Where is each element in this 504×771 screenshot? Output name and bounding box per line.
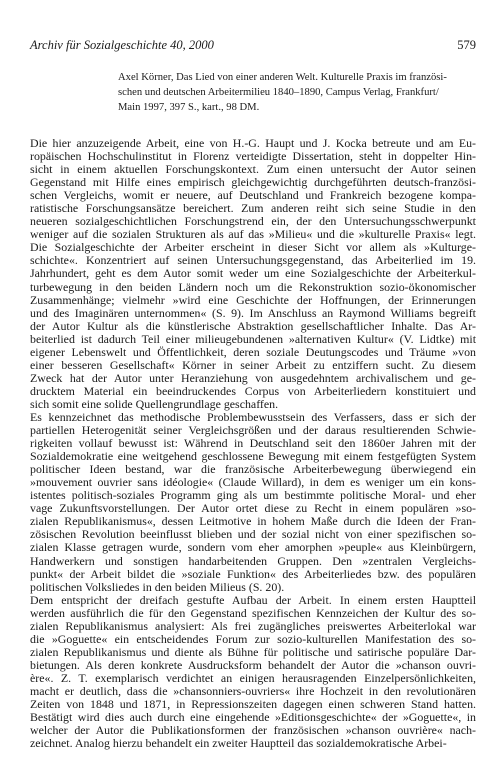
text-line: ère«. Z. T. exemplarisch verdichtet an einigen herausragenden Einzelpersönlichkeiten, (30, 670, 476, 685)
text-line: Zusammenhänge; vielmehr »wird eine Geschichte der Hoffnungen, der Erinnerungen (30, 292, 476, 307)
text-line: rigkeiten vollauf bewusst ist: Während in Deutschland seit den 1860er Jahren mit der (30, 436, 476, 451)
text-line: ropäischen Hochschulinstitut in Florenz verteidigte Dissertation, steht in doppelter Hin- (30, 149, 476, 164)
citation-line: schen und deutschen Arbeitermilieu 1840–1890, Campus Verlag, Frankfurt/ (118, 87, 439, 98)
text-line: politischen Volksliedes in den beiden Milieus (S. 20). (30, 579, 285, 594)
text-line: macht er deutlich, dass die »chansonniers-ouvriers« ihre Hochzeit in den revolutionären (30, 683, 476, 698)
text-line: politischer Ideen bestand, war die französische Arbeiterbewegung überwiegend ein (30, 462, 476, 477)
citation-line: Axel Körner, Das Lied von einer anderen Welt. Kulturelle Praxis im französi- (118, 72, 447, 83)
text-line: Die hier anzuzeigende Arbeit, eine von H.-G. Haupt und J. Kocka betreute und am Eu- (30, 136, 476, 150)
text-line: zialen Republikanismus«, dessen Leitmotive in hohem Maße durch die Ideen der Fran- (30, 514, 476, 529)
text-line: neueren sozialgeschichtlichen Forschungstrend ein, der den Untersuchungsschwerpunkt (30, 214, 476, 229)
text-line: »mouvement ouvrier sans idéologie« (Claude Willard), in dem es weniger um ein kons- (30, 475, 476, 490)
text-line: zialen Republikanismus und diente als Bühne für politische und satirische populäre Dar- (30, 644, 476, 659)
text-line: Handwerkern und sonstigen handarbeitenden Gruppen. Den »zentralen Vergleichs- (30, 553, 476, 568)
paragraph (30, 594, 476, 751)
journal-title: Archiv für Sozialgeschichte 40, 2000 (30, 38, 214, 52)
paragraph (30, 411, 476, 594)
text-line: zialen Klasse getragen wurde, sondern vom eher amorphen »peuple« aus Kleinbürgern, (30, 540, 476, 555)
text-line: einer besseren Gesellschaft« Körner in seiner Arbeit zu entziffern sucht. Zu diesem (30, 357, 476, 372)
paragraph (30, 137, 476, 411)
text-line: zialen Republikanismus analysiert: Als frei zugängliches preiswertes Arbeiterlokal war (30, 618, 476, 633)
review-body (30, 137, 476, 750)
text-line: eigener Lebenswelt und Öffentlichkeit, deren soziale Deutungscodes und Träume »von (30, 344, 476, 359)
text-line: Zeiten von 1848 und 1871, in Repressionszeiten dagegen einen schweren Stand hatten. (30, 697, 476, 712)
text-line: schen Vergleichs, womit er neuere, auf Deutschland und Frankreich bezogene kompa- (30, 188, 476, 203)
text-line: Bestätigt wird dies auch durch eine eingehende »Editionsgeschichte« der »Goguette«, in (30, 710, 476, 725)
citation-line: Main 1997, 397 S., kart., 98 DM. (118, 102, 260, 113)
text-line: welcher der Autor die Publikationsformen der französischen »chanson ouvrière« nach- (30, 723, 476, 738)
text-line: vage Zukunftsvorstellungen. Der Autor ortet diese zu Recht in einem populären »so- (30, 501, 476, 516)
text-line: beiterlied ist dadurch Teil einer milieugebundenen »alternativen Kultur« (V. Lidtke) mit (30, 331, 476, 346)
text-line: Es kennzeichnet das methodische Problembewusstsein des Verfassers, dass er sich der (30, 409, 476, 424)
text-line: Sozialdemokratie eine weitgehend geschlossene Bewegung mit einem festgefügten System (30, 449, 476, 464)
text-line: istentes politisch-soziales Programm ging als um bestimmte politische Moral- und eher (30, 488, 476, 503)
text-line: zösischen Revolution beeinflusst blieben und der sozial nicht von einer spezifischen so- (30, 527, 476, 542)
text-line: Die Sozialgeschichte der Arbeiter erscheint in dieser Sicht vor allem als »Kulturge- (30, 240, 476, 255)
text-line: zeichnet. Analog hierzu behandelt ein zweiter Hauptteil das sozialdemokratische Arbei- (30, 736, 447, 751)
text-line: Jahrhundert, geht es dem Autor somit weder um eine Sozialgeschichte der Arbeiterkul- (30, 266, 476, 281)
book-citation (118, 70, 474, 115)
text-line: weniger auf die sozialen Strukturen als auf das »Milieu« und die »kulturelle Praxis« legt. (30, 227, 476, 242)
text-line: bietungen. Als deren konkrete Ausdrucksform behandelt der Autor die »chanson ouvri- (30, 657, 476, 672)
text-line: und des Imaginären unternommen« (S. 9). Im Anschluss an Raymond Williams begreift (30, 305, 476, 320)
text-line: Zweck hat der Autor unter Heranziehung von ausgedehntem archivalischem und ge- (30, 370, 476, 385)
text-line: Gegenstand mit Hilfe eines empirisch gleichgewichtig durchgeführten deutsch-französi- (30, 175, 476, 190)
text-line: die »Goguette« ein entscheidendes Forum zur sozio-kulturellen Manifestation des so- (30, 631, 476, 646)
running-header (30, 38, 476, 53)
text-line: partiellen Heterogenität seiner Vergleichsgrößen und der daraus resultierenden Schwie- (30, 423, 476, 438)
text-line: turbewegung in den beiden Ländern noch um die Rekonstruktion sozio-ökonomischer (30, 279, 476, 294)
text-line: sich somit eine solide Quellengrundlage geschaffen. (30, 396, 279, 411)
page-number: 579 (457, 38, 476, 52)
text-line: werden ausführlich die für den Gegenstand spezifischen Kennzeichen der Kultur des so- (30, 605, 476, 620)
text-line: schichte«. Konzentriert auf seinen Untersuchungsgegenstand, das Arbeiterlied im 19. (30, 253, 476, 268)
text-line: punkt« der Arbeit bildet die »soziale Funktion« des Arbeiterliedes bzw. des populären (30, 566, 476, 581)
text-line: der Autor Kultur als die künstlerische Abstraktion gesellschaftlicher Inhalte. Das Ar- (30, 318, 476, 333)
text-line: ratistische Forschungsansätze bereichert. Zum anderen reiht sich seine Studie in den (30, 201, 476, 216)
text-line: sicht in einem aktuellen Forschungskontext. Zum einen untersucht der Autor seinen (30, 162, 476, 177)
text-line: Dem entspricht der dreifach gestufte Aufbau der Arbeit. In einem ersten Hauptteil (30, 592, 476, 607)
text-line: drucktem Material ein beeindruckendes Corpus von Arbeiterliedern konstituiert und (30, 383, 476, 398)
